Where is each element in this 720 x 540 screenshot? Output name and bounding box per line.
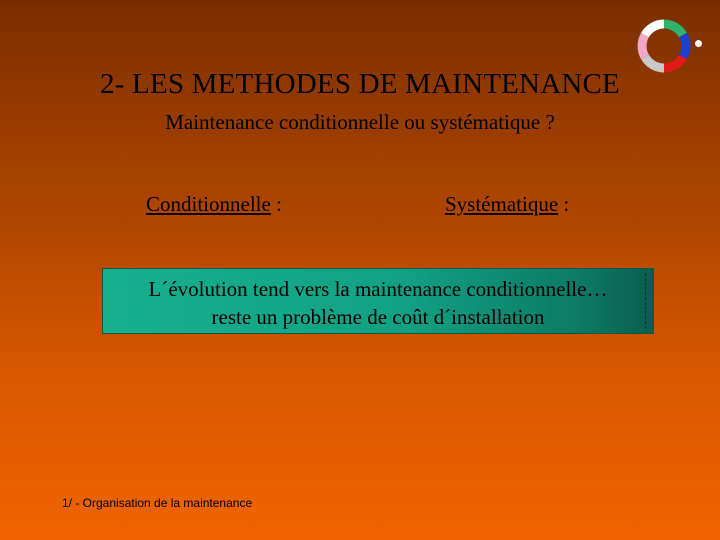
conclusion-box — [102, 268, 654, 334]
slide-subtitle: Maintenance conditionnelle ou systématique ? — [165, 110, 555, 134]
conclusion-line-2: reste un problème de coût d´installation — [211, 305, 545, 329]
conditional-heading — [146, 192, 282, 217]
slide-footer: 1/ - Organisation de la maintenance — [62, 496, 253, 510]
color-ring-logo-icon — [636, 18, 692, 74]
conditional-heading-suffix: : — [270, 192, 282, 216]
conclusion-line-1: L´évolution tend vers la maintenance conditionnelle… — [148, 277, 608, 301]
systematic-heading-label: Systématique — [445, 192, 559, 216]
systematic-heading-suffix: : — [558, 192, 570, 216]
logo-dot-icon — [695, 40, 702, 47]
conditional-heading-label: Conditionnelle — [146, 192, 271, 216]
slide-title: 2- LES METHODES DE MAINTENANCE — [100, 68, 620, 100]
systematic-heading — [445, 192, 569, 217]
